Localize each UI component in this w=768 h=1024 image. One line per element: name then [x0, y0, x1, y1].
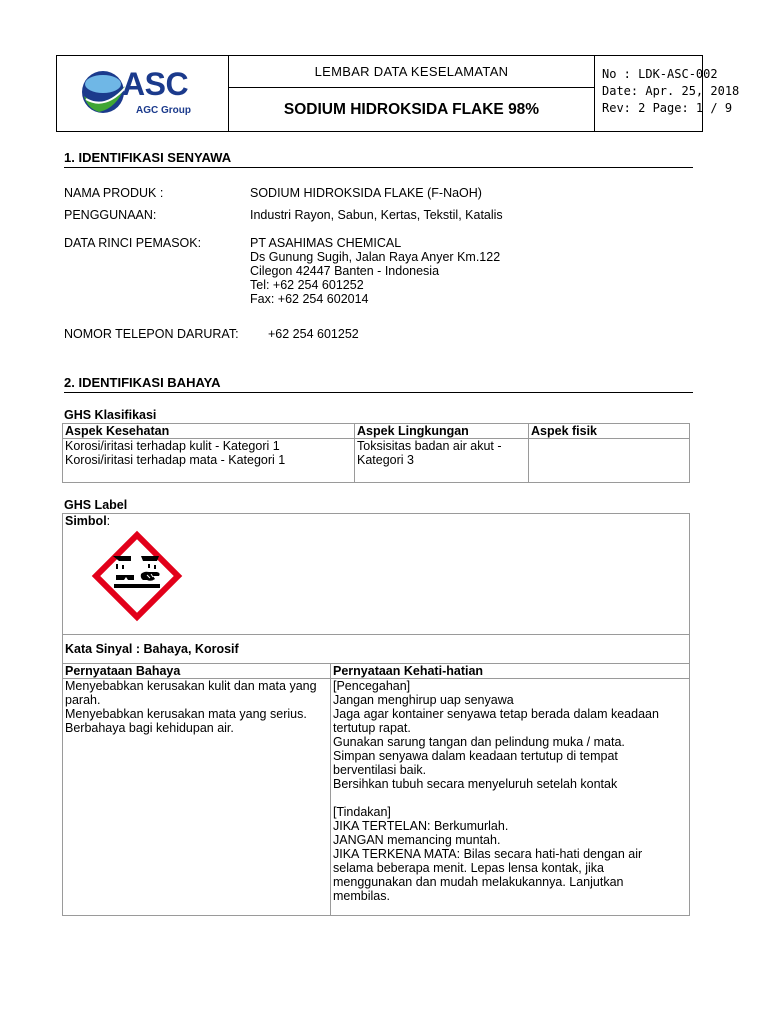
supplier-address: Ds Gunung Sugih, Jalan Raya Anyer Km.122: [250, 250, 501, 264]
column-header-precautionary-statements: Pernyataan Kehati-hatian: [331, 664, 690, 679]
document-header: [56, 55, 740, 132]
supplier-city: Cilegon 42447 Banten - Indonesia: [250, 264, 440, 278]
ghs-label-table: [62, 513, 690, 916]
supplier-label: DATA RINCI PEMASOK:: [64, 236, 202, 250]
environment-hazard-cell: Toksisitas badan air akut - Kategori 3: [355, 439, 529, 483]
supplier-fax: Fax: +62 254 602014: [250, 292, 369, 306]
company-logo: [81, 64, 211, 124]
ghs-label-title: GHS Label: [64, 498, 128, 512]
hazard-statements-cell: Menyebabkan kerusakan kulit dan mata yang parah. Menyebabkan kerusakan mata yang serius. Berbahaya bagi kehidupan air.: [63, 679, 331, 916]
title-cell: [229, 56, 595, 131]
ghs05-corrosion-icon: [89, 528, 185, 624]
supplier-details: [250, 236, 500, 306]
section-1-heading: 1. IDENTIFIKASI SENYAWA: [64, 150, 693, 168]
document-revision: Rev: 2 Page: 1 / 9: [602, 101, 733, 115]
precautionary-statements-cell: [Pencegahan] Jangan menghirup uap senyawa Jaga agar kontainer senyawa tetap berada dalam keadaan tertutup rapat. Gunakan sarung tangan dan pelindung muka / mata. Simpan senyawa dalam keadaan tertutup di tempat berventilasi baik. Bersihkan tubuh secara menyeluruh setelah kontak [Tindakan] JIKA TERTELAN: Berkumurlah. JANGAN memancing muntah. JIKA TERKENA MATA: Bilas secara hati-hati dengan air selama beberapa menit. Lepas lensa kontak, jika menggunakan dan mudah melakukannya. Lanjutkan membilas.: [331, 679, 690, 916]
column-header-physical: Aspek fisik: [529, 424, 690, 439]
health-hazard-cell: Korosi/iritasi terhadap kulit - Kategori 1 Korosi/iritasi terhadap mata - Kategori 1: [63, 439, 355, 483]
emergency-phone-label: NOMOR TELEPON DARURAT:: [64, 327, 239, 341]
usage-value: Industri Rayon, Sabun, Kertas, Tekstil, Katalis: [250, 208, 503, 222]
symbol-cell: [63, 514, 690, 635]
document-type: LEMBAR DATA KESELAMATAN: [229, 56, 594, 88]
symbol-row: [63, 514, 690, 635]
table-row: [63, 439, 690, 483]
column-header-environment: Aspek Lingkungan: [355, 424, 529, 439]
table-header-row: [63, 424, 690, 439]
logo-text: ASC: [122, 66, 189, 102]
supplier-phone: Tel: +62 254 601252: [250, 278, 364, 292]
symbol-colon: :: [106, 514, 111, 528]
usage-label: PENGGUNAAN:: [64, 208, 157, 222]
document-number: No : LDK-ASC-002: [602, 67, 718, 81]
statement-header-row: [63, 664, 690, 679]
emergency-phone-value: +62 254 601252: [268, 327, 359, 341]
logo-cell: [57, 56, 229, 131]
column-header-health: Aspek Kesehatan: [63, 424, 355, 439]
signal-word: Kata Sinyal : Bahaya, Korosif: [63, 635, 690, 664]
product-name-value: SODIUM HIDROKSIDA FLAKE (F-NaOH): [250, 186, 482, 200]
document-meta: [596, 66, 740, 117]
symbol-label: Simbol: [65, 514, 107, 528]
ghs-classification-table: [62, 423, 690, 483]
document-date: Date: Apr. 25, 2018: [602, 84, 740, 98]
column-header-hazard-statements: Pernyataan Bahaya: [63, 664, 331, 679]
ghs-classification-title: GHS Klasifikasi: [64, 408, 157, 422]
section-2-heading: 2. IDENTIFIKASI BAHAYA: [64, 375, 693, 393]
product-name-label: NAMA PRODUK :: [64, 186, 164, 200]
physical-hazard-cell: [529, 439, 690, 483]
supplier-name: PT ASAHIMAS CHEMICAL: [250, 236, 402, 250]
product-title: SODIUM HIDROKSIDA FLAKE 98%: [283, 101, 540, 118]
table-row: [63, 679, 690, 916]
logo-subtext: AGC Group: [136, 105, 191, 116]
signal-word-row: [63, 635, 690, 664]
